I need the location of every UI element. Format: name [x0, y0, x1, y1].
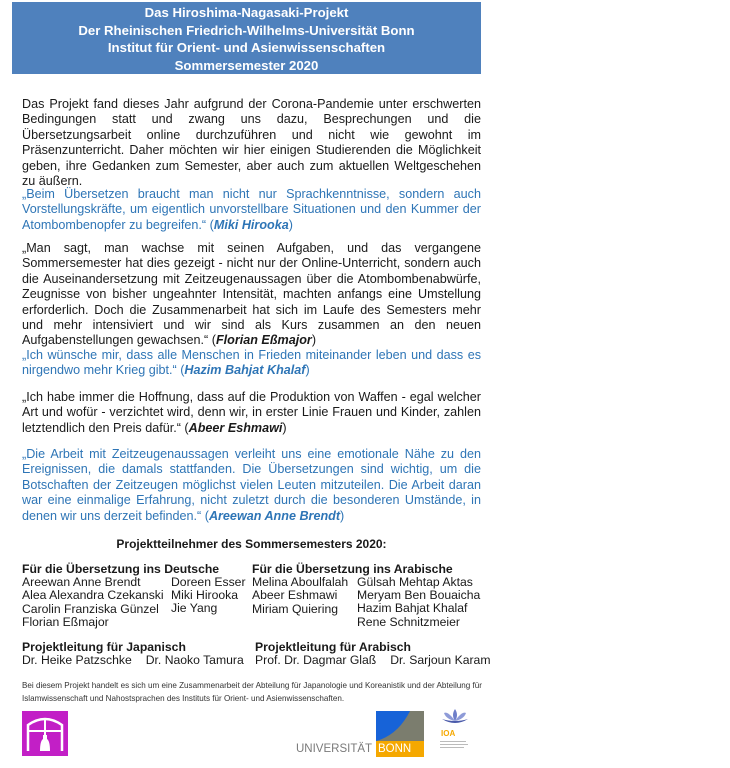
participant: Melina Aboulfalah	[252, 575, 349, 590]
title-line: Der Rheinischen Friedrich-Wilhelms-Universität Bonn	[78, 22, 415, 38]
leader-name: Dr. Naoko Tamura	[145, 653, 244, 668]
participant: Doreen Esser	[171, 575, 246, 589]
participant: Miriam Quiering	[252, 601, 339, 616]
quote-4: „Ich habe immer die Hoffnung, dass auf die Produktion von Waffen - egal welcher Art und wofür - verzichtet wird, denn wir, in erster Linie Frauen und Kinder, zahlen letztendlich den Preis dafür.“ (Abeer Eshmawi)	[22, 390, 481, 435]
title-line: Institut für Orient- und Asienwissenschaften	[107, 40, 386, 55]
participant: Gülsah Mehtap Aktas	[357, 575, 473, 589]
quote-author: Florian Eßmajor	[215, 333, 312, 348]
participant: Areewan Anne Brendt	[22, 575, 141, 590]
participant: Jie Yang	[171, 601, 218, 616]
participant: Meryam Ben Bouaicha	[357, 588, 481, 603]
participant: Hazim Bahjat Khalaf	[357, 601, 468, 616]
quote-author: Miki Hirooka	[213, 217, 289, 232]
quote-3: „Ich wünsche mir, dass alle Menschen in Frieden miteinander leben und dass es nirgendwo mehr Krieg gibt.“ (Hazim Bahjat Khalaf)	[22, 348, 481, 378]
german-heading: Für die Übersetzung ins Deutsche	[22, 562, 220, 576]
footnote: Bei diesem Projekt handelt es sich um eine Zusammenarbeit der Abteilung für Japanologie und Koreanistik und der Abteilung für Islamwissenschaft und Nahostsprachen des Instituts für Orient- und Asienwissenschaften.	[22, 681, 482, 703]
quote-author: Abeer Eshmawi	[188, 420, 283, 435]
ioa-caption-line	[440, 747, 464, 748]
leadership-heading: Projektleitung für Japanisch	[22, 640, 186, 654]
quote-5: „Die Arbeit mit Zeitzeugenaussagen verleiht uns eine emotionale Nähe zu den Ereignissen, die damals stattfanden. Die Übersetzungen sind wichtig, um die Botschaften der Zeitzeugen möglichst vielen Leuten mitzuteilen. Die Arbeit daran war eine einmalige Erfahrung, nicht zuletzt durch die besonderen Umstände, in denen wir uns derzeit befinden.“ (Areewan Anne Brendt)	[22, 447, 481, 523]
quote-text: „Ich habe immer die Hoffnung, dass auf die Produktion von Waffen - egal welcher Art und wofür - verzichtet wird, denn wir, in erster Linie Frauen und Kinder, zahlen letztendlich den Preis dafür.“	[22, 390, 481, 435]
quote-text: „Man sagt, man wachse mit seinen Aufgaben, und das vergangene Sommersemester hat dies gezeigt - nicht nur der Online-Unterricht, sondern auch die Auseinandersetzung mit Zeitzeugenaussagen über die Atombombenabwürfe, Zeugnisse von bisher ungeahnter Intensität, machten anfangs eine Umstellung erforderlich. Doch die Zusammenarbeit hat sich im Laufe des Semesters mehr und mehr intensiviert und wir sind als Kurs zusammen an den neuen Aufgabenstellungen gewachsen.“	[22, 241, 481, 348]
ioa-text: IOA	[441, 729, 456, 738]
participant: Carolin Franziska Günzel	[22, 601, 159, 616]
title-line: Das Hiroshima-Nagasaki-Projekt	[144, 5, 349, 20]
intro-paragraph: Das Projekt fand dieses Jahr aufgrund der Corona-Pandemie unter erschwerten Bedingungen statt und zwang uns dazu, Besprechungen und die Übersetzungsarbeit online durchzuführen und nicht wie gewohnt im Präsenzunterricht. Daher möchten wir hier einigen Studierenden die Möglichkeit geben, ihre Gedanken zum Semester, aber auch zum aktuellen Weltgeschehen zu äußern.	[22, 97, 481, 189]
ioa-caption-line	[440, 741, 466, 742]
quote-1: „Beim Übersetzen braucht man nicht nur Sprachkenntnisse, sondern auch Vorstellungskräfte, um eigentlich unvorstellbare Situationen und den Kummer der Atombombenopfer zu begreifen.“ (Miki Hirooka)	[22, 187, 481, 232]
title-line: Sommersemester 2020	[174, 57, 319, 73]
ioa-logo	[440, 707, 476, 747]
bonn-university-logo	[296, 711, 424, 757]
window-logo-icon	[22, 711, 68, 756]
leadership-japanese	[22, 641, 244, 667]
leadership-heading: Projektleitung für Arabisch	[255, 640, 411, 654]
leader-name: Dr. Heike Patzschke	[22, 653, 132, 668]
participant: Miki Hirooka	[171, 588, 239, 603]
participant: Rene Schnitzmeier	[357, 614, 460, 629]
leader-name: Prof. Dr. Dagmar Glaß	[255, 653, 377, 668]
leader-name: Dr. Sarjoun Karam	[390, 653, 491, 668]
quote-text: „Die Arbeit mit Zeitzeugenaussagen verleiht uns eine emotionale Nähe zu den Ereignissen, die damals stattfanden. Die Übersetzungen sind wichtig, um die Botschaften der Zeitzeugen möglichst vielen Leuten mitzuteilen. Die Arbeit daran war eine einmalige Erfahrung, nicht zuletzt durch die besonderen Umstände, in denen wir uns derzeit befinden.“	[22, 447, 481, 523]
ioa-caption-line	[440, 744, 468, 745]
bonn-word-universitaet: UNIVERSITÄT	[296, 743, 373, 755]
bonn-logo-mark-icon	[376, 711, 424, 745]
quote-text: „Beim Übersetzen braucht man nicht nur Sprachkenntnisse, sondern auch Vorstellungskräfte, um eigentlich unvorstellbare Situationen und den Kummer der Atombombenopfer zu begreifen.“	[22, 187, 481, 232]
title-banner	[12, 2, 481, 74]
leadership-arabic	[255, 641, 490, 667]
participant: Alea Alexandra Czekanski	[22, 588, 164, 603]
arabic-heading: Für die Übersetzung ins Arabische	[252, 562, 453, 576]
quote-author: Hazim Bahjat Khalaf	[184, 363, 306, 378]
lotus-icon	[440, 707, 470, 725]
participant: Florian Eßmajor	[22, 614, 109, 629]
quote-2: „Man sagt, man wachse mit seinen Aufgaben, und das vergangene Sommersemester hat dies gezeigt - nicht nur der Online-Unterricht, sondern auch die Auseinandersetzung mit Zeitzeugenaussagen über die Atombombenabwürfe, Zeugnisse von bisher ungeahnter Intensität, machten anfangs eine Umstellung erforderlich. Doch die Zusammenarbeit hat sich im Laufe des Semesters mehr und mehr intensiviert und wir sind als Kurs zusammen an den neuen Aufgabenstellungen gewachsen.“ (Florian Eßmajor)	[22, 241, 481, 348]
arabic-col-2	[357, 576, 480, 629]
bonn-word-bonn: BONN	[376, 741, 424, 757]
german-col-2	[171, 576, 246, 616]
participants-title: Projektteilnehmer des Sommersemesters 2020:	[116, 537, 387, 551]
quote-author: Areewan Anne Brendt	[208, 508, 341, 523]
participant: Abeer Eshmawi	[252, 588, 338, 603]
quote-text: „Ich wünsche mir, dass alle Menschen in Frieden miteinander leben und dass es nirgendwo mehr Krieg gibt.“	[22, 348, 481, 378]
